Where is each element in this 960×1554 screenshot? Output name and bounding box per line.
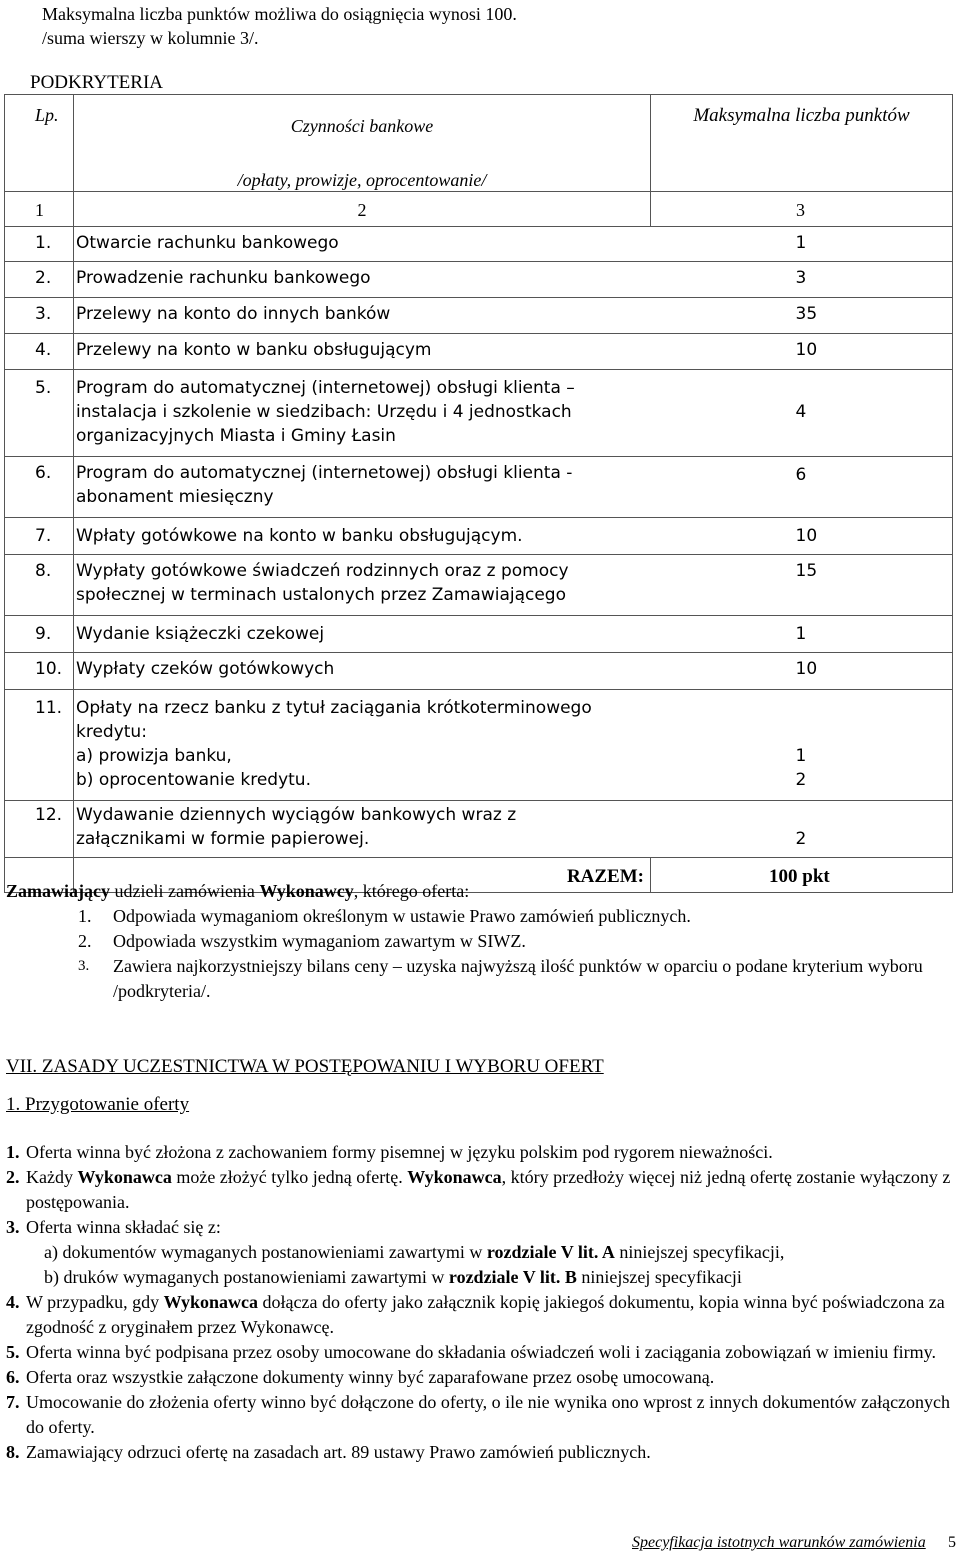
- intro-text: [42, 2, 517, 50]
- rule-item: 2. Każdy Wykonawca może złożyć tylko jedną ofertę. Wykonawca, który przedłoży więcej niż jedną ofertę zostanie wyłączony z postępowania.: [6, 1167, 951, 1212]
- rule-item: 4. W przypadku, gdy Wykonawca dołącza do oferty jako załącznik kopię jakiegoś dokumentu, kopia winna być poświadczona za zgodność z oryginałem przez Wykonawcę.: [6, 1292, 945, 1337]
- header-lp: Lp.: [5, 95, 74, 192]
- table-header-row: [5, 95, 953, 192]
- rule-subitem-a: a) dokumentów wymaganych postanowieniami zawartymi w rozdziale V lit. A niniejszej specyfikacji,: [44, 1242, 785, 1262]
- column-number-row: [5, 192, 953, 227]
- table-row: 1. Otwarcie rachunku bankowego 1: [5, 227, 953, 262]
- table-row: 4. Przelewy na konto w banku obsługującym 10: [5, 334, 953, 370]
- header-points: Maksymalna liczba punktów: [651, 95, 953, 192]
- list-item: 1. Odpowiada wymaganiom określonym w ustawie Prawo zamówień publicznych.: [78, 906, 691, 926]
- header-activity: Czynności bankowe /opłaty, prowizje, oprocentowanie/: [74, 95, 651, 192]
- section-1-heading: 1. Przygotowanie oferty: [6, 1094, 190, 1115]
- table-row: 6. Program do automatycznej (internetowej) obsługi klienta - abonament miesięczny 6: [5, 457, 953, 518]
- table-row: 9. Wydanie książeczki czekowej 1: [5, 616, 953, 653]
- intro-line-1: Maksymalna liczba punktów możliwa do osiągnięcia wynosi 100.: [42, 4, 517, 24]
- table-row: 2. Prowadzenie rachunku bankowego 3: [5, 262, 953, 298]
- award-list: [6, 904, 946, 1004]
- table-row: 11. Opłaty na rzecz banku z tytuł zaciągania krótkoterminowego kredytu: a) prowizja banku, b) oprocentowanie kredytu. 1 2: [5, 690, 953, 801]
- footer-title: Specyfikacja istotnych warunków zamówienia: [632, 1534, 926, 1551]
- table-row: 3. Przelewy na konto do innych banków 35: [5, 298, 953, 334]
- rule-item: 7. Umocowanie do złożenia oferty winno być dołączone do oferty, o ile nie wynika ono wprost z innych dokumentów załączonych do oferty.: [6, 1392, 951, 1437]
- rule-item: 1. Oferta winna być złożona z zachowaniem formy pisemnej w języku polskim pod rygorem nieważności.: [6, 1142, 773, 1162]
- rule-item: 6. Oferta oraz wszystkie załączone dokumenty winny być zaparafowane przez osobę umocowaną.: [6, 1367, 715, 1387]
- subcriteria-heading: PODKRYTERIA: [30, 72, 164, 93]
- criteria-table: [4, 94, 953, 893]
- table-row: 7. Wpłaty gotówkowe na konto w banku obsługującym. 10: [5, 518, 953, 555]
- col-number-1: 1: [35, 200, 44, 220]
- total-label: RAZEM:: [74, 858, 651, 893]
- col-number-2: 2: [357, 200, 367, 220]
- rule-item: 8. Zamawiający odrzuci ofertę na zasadach art. 89 ustawy Prawo zamówień publicznych.: [6, 1442, 651, 1462]
- rule-item: 3. Oferta winna składać się z: a) dokumentów wymaganych postanowieniami zawartymi w rozdziale V lit. A niniejszej specyfikacji, b) druków wymaganych postanowieniami zawartymi w rozdziale V lit. B niniejszej specyfikacji: [6, 1215, 956, 1290]
- list-item: 2. Odpowiada wszystkim wymaganiom zawartym w SIWZ.: [78, 931, 526, 951]
- col-number-3: 3: [796, 200, 805, 220]
- intro-line-2: /suma wierszy w kolumnie 3/.: [42, 28, 259, 48]
- rule-subitem-b: b) druków wymaganych postanowieniami zawartymi w rozdziale V lit. B niniejszej specyfikacji: [44, 1267, 742, 1287]
- list-item: 3. Zawiera najkorzystniejszy bilans ceny – uzyska najwyższą ilość punktów w oparciu o podane kryterium wyboru /podkryteria/.: [78, 956, 923, 1001]
- table-row: 12. Wydawanie dziennych wyciągów bankowych wraz z załącznikami w formie papierowej. 2: [5, 801, 953, 858]
- award-conditions: [6, 879, 946, 1004]
- offer-rules: [6, 1140, 956, 1465]
- table-row: 8. Wypłaty gotówkowe świadczeń rodzinnych oraz z pomocy społecznej w terminach ustalonych przez Zamawiającego 15: [5, 555, 953, 616]
- section-vii-heading: VII. ZASADY UCZESTNICTWA W POSTĘPOWANIU I WYBORU OFERT: [6, 1056, 604, 1077]
- page-number: 5: [948, 1534, 956, 1551]
- table-row: 5. Program do automatycznej (internetowej) obsługi klienta – instalacja i szkolenie w siedzibach: Urzędu i 4 jednostkach organizacyjnych Miasta i Gminy Łasin 4: [5, 370, 953, 457]
- rule-item: 5. Oferta winna być podpisana przez osoby umocowane do składania oświadczeń woli i zaciągania zobowiązań w imieniu firmy.: [6, 1342, 937, 1362]
- table-row: 10. Wypłaty czeków gotówkowych 10: [5, 653, 953, 690]
- total-value: 100 pkt: [651, 858, 953, 893]
- award-intro: Zamawiający udzieli zamówienia Wykonawcy, którego oferta:: [6, 881, 470, 901]
